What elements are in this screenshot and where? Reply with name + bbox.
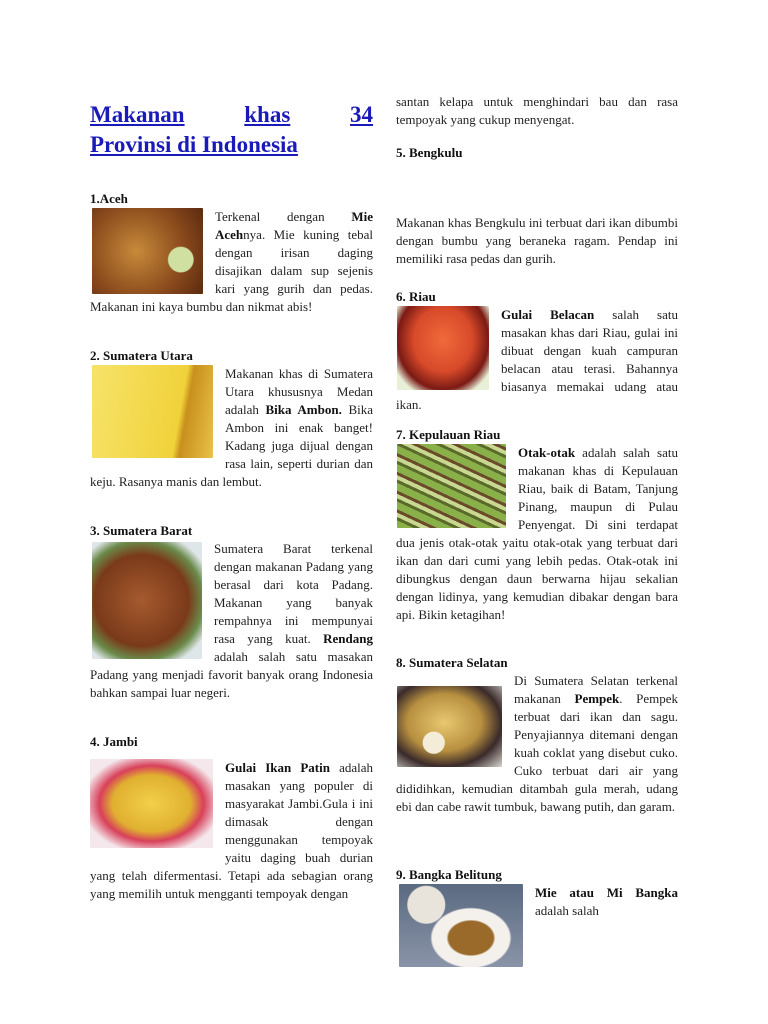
section-heading: 3. Sumatera Barat <box>90 523 193 538</box>
otak-otak-photo <box>397 444 506 528</box>
section-heading: 5. Bengkulu <box>396 145 463 160</box>
section-text: Makanan khas di Sumatera Utara khususnya Medan adalah Bika Ambon. Bika Ambon ini enak banget! Kadang juga dijual dengan rasa lain, seperti durian dan keju. Rasanya manis dan lembut. <box>90 366 373 489</box>
section-sumatera-utara <box>90 347 373 491</box>
gulai-ikan-patin-photo <box>90 759 213 848</box>
section-heading: 7. Kepulauan Riau <box>396 427 501 442</box>
section-text: Gulai Ikan Patin adalah masakan yang populer di masyarakat Jambi.Gula i ini dimasak dengan menggunakan tempoyak yaitu daging buah durian yang telah difermentasi. Tetapi ada sebagian orang yang memilih untuk mengganti tempoyak dengan <box>90 760 373 901</box>
section-kepulauan-riau <box>396 426 678 624</box>
section-heading: 9. Bangka Belitung <box>396 867 502 882</box>
mie-aceh-photo <box>92 208 203 294</box>
section-heading: 2. Sumatera Utara <box>90 348 193 363</box>
rendang-photo <box>92 542 202 659</box>
section-text: Mie atau Mi Bangka adalah salah <box>535 885 678 918</box>
section-text: Gulai Belacan salah satu masakan khas dari Riau, gulai ini dibuat dengan kuah campuran belacan atau terasi. Bahannya biasanya memakai udang atau ikan. <box>396 307 679 412</box>
section-text: Di Sumatera Selatan terkenal makanan Pempek. Pempek terbuat dari ikan dan sagu. Penyajiannya ditemani dengan kuah coklat yang disebut cuko. Cuko terbuat dari air yang dididihkan, kemudian ditambah gula merah, udang ebi dan cabe rawit tumbuk, bawang putih, dan garam. <box>396 673 678 814</box>
section-riau <box>396 288 678 414</box>
section-bangka-belitung <box>396 866 678 969</box>
title-word: khas <box>244 102 291 127</box>
section-heading: 1.Aceh <box>90 191 128 206</box>
title-line-2: Provinsi di Indonesia <box>90 132 298 157</box>
section-heading: 4. Jambi <box>90 734 138 749</box>
section-bengkulu <box>396 144 678 268</box>
pempek-photo <box>397 686 502 767</box>
section-sumatera-selatan <box>396 654 678 816</box>
section-text: Sumatera Barat terkenal dengan makanan Padang yang berasal dari kota Padang. Makanan yang banyak rempahnya ini mempunyai rasa yang kuat. Rendang adalah salah satu masakan Padang yang menjadi favorit banyak orang Indonesia bahkan sampai luar negeri. <box>90 541 373 700</box>
section-text: Terkenal dengan Mie Acehnya. Mie kuning tebal dengan irisan daging disajikan dalam sup sejenis kari yang gurih dan pedas. Makanan ini kaya bumbu dan nikmat abis! <box>90 209 373 314</box>
title-word: 34 <box>349 102 373 127</box>
section-jambi <box>90 733 373 903</box>
title-word: Makanan <box>90 102 185 127</box>
bika-ambon-photo <box>92 365 213 458</box>
section-text: santan kelapa untuk menghindari bau dan rasa tempoyak yang cukup menyengat. <box>396 94 678 127</box>
section-text: Makanan khas Bengkulu ini terbuat dari ikan dibumbi dengan bumbu yang beraneka ragam. Pendap ini memiliki rasa pedas dan gurih. <box>396 215 678 266</box>
section-sumatera-barat <box>90 522 373 702</box>
section-aceh <box>90 190 373 316</box>
section-heading: 8. Sumatera Selatan <box>396 655 508 670</box>
gulai-belacan-photo <box>397 306 489 390</box>
mie-bangka-photo <box>399 884 523 967</box>
section-text: Otak-otak adalah salah satu makanan khas di Kepulauan Riau, baik di Batam, Tanjung Pinang, maupun di Pulau Penyengat. Di sini terdapat dua jenis otak-otak yaitu otak-otak yang terbuat dari ikan dan dari cumi yang lebih pedas. Otak-otak ini dibungkus dengan daun berwarna hijau sekalian dengan lidinya, yang kemudian dibakar dengan bara api. Bikin ketagihan! <box>396 445 678 622</box>
section-heading: 6. Riau <box>396 289 436 304</box>
section-jambi-continued <box>396 93 678 129</box>
document-title[interactable] <box>90 100 373 160</box>
